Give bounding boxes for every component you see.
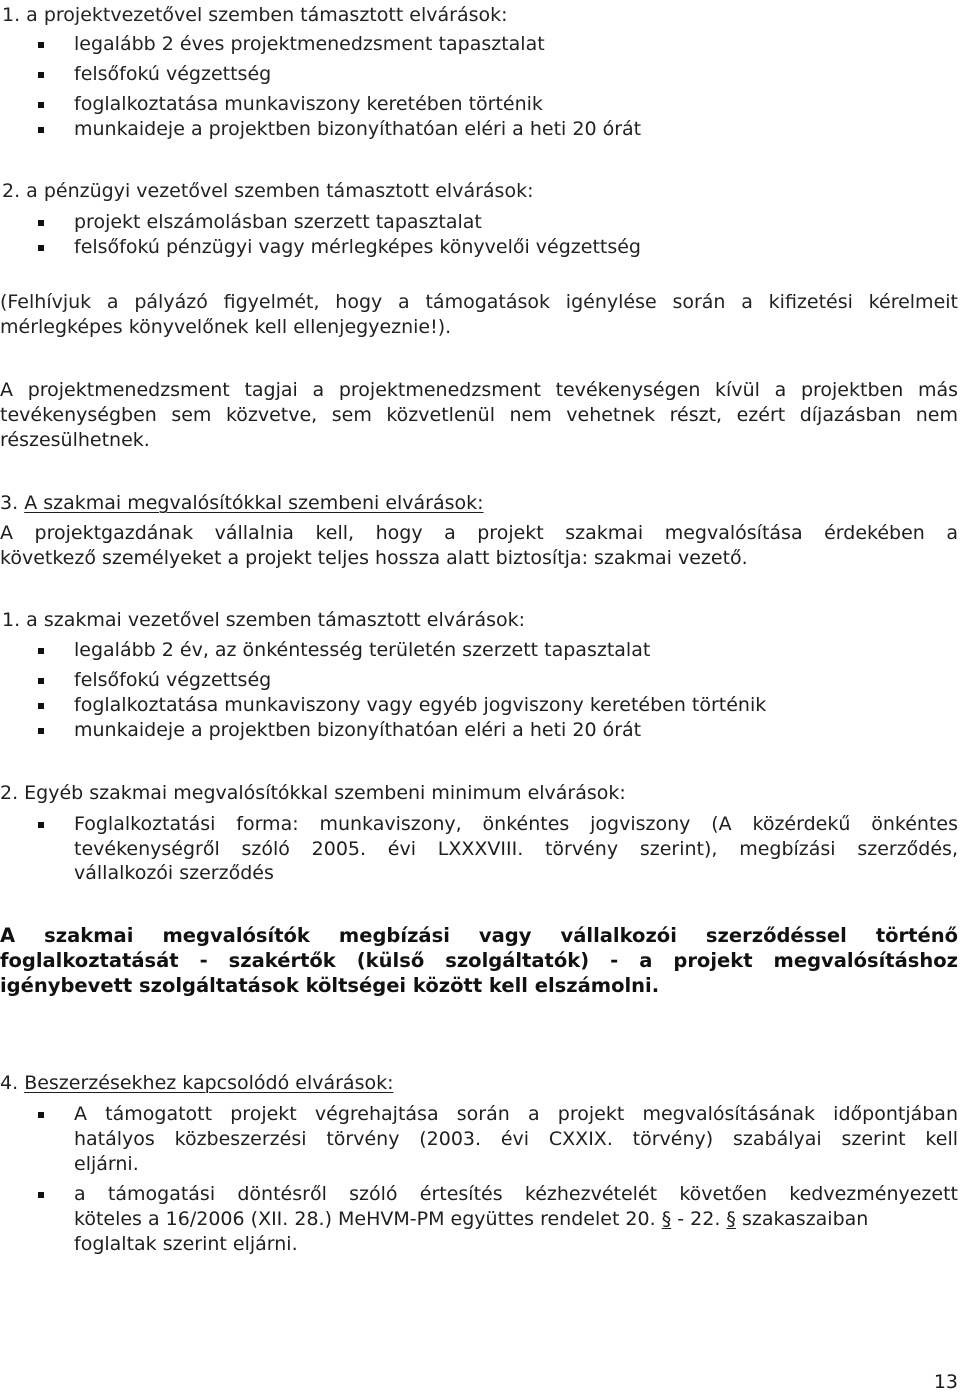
section4-heading (0, 1072, 394, 1094)
rule-reference-range: - 22. (677, 1208, 721, 1230)
section3-heading (0, 492, 484, 514)
bullet-icon (38, 1192, 44, 1198)
list-item: foglalkoztatása munkaviszony vagy egyéb jogviszony keretében történik (74, 694, 767, 716)
bold-paragraph-line: A szakmai megvalósítók megbízási vagy vállalkozói szerződéssel történő (0, 924, 958, 947)
list-item-line: tevékenységről szóló 2005. évi LXXXVIII. törvény szerint), megbízási szerződés, (74, 838, 958, 860)
section-sign: § (661, 1208, 672, 1230)
list-item: Foglalkoztatási forma: munkaviszony, önkéntes jogviszony (A közérdekű önkéntes (74, 813, 958, 835)
bullet-icon (38, 1112, 44, 1118)
list-item: felsőfokú pénzügyi vagy mérlegképes könyvelői végzettség (74, 236, 641, 258)
list-item: foglalkoztatása munkaviszony keretében történik (74, 93, 543, 115)
bullet-icon (38, 678, 44, 684)
bullet-icon (38, 102, 44, 108)
bullet-icon (38, 42, 44, 48)
list-item: munkaideje a projektben bizonyíthatóan eléri a heti 20 órát (74, 118, 642, 140)
page-number: 13 (933, 1371, 958, 1393)
list-item: felsőfokú végzettség (74, 63, 272, 85)
list-item-line: foglaltak szerint eljárni. (74, 1233, 298, 1255)
section4-title: Beszerzésekhez kapcsolódó elvárások: (24, 1072, 394, 1094)
list-item: munkaideje a projektben bizonyíthatóan eléri a heti 20 órát (74, 719, 642, 741)
list-item-line: eljárni. (74, 1153, 139, 1175)
paragraph-line: következő személyeket a projekt teljes hossza alatt biztosítja: szakmai vezető. (0, 547, 748, 569)
section3-title: A szakmai megvalósítókkal szembeni elvárások: (24, 492, 484, 514)
sub2-heading: 2. Egyéb szakmai megvalósítókkal szembeni minimum elvárások: (0, 782, 626, 804)
sub1-heading: 1. a szakmai vezetővel szemben támasztott elvárások: (2, 609, 526, 631)
rule-reference: köteles a 16/2006 (XII. 28.) MeHVM-PM együttes rendelet 20. (74, 1208, 656, 1230)
list-item: a támogatási döntésről szóló értesítés kézhezvételét követően kedvezményezett (74, 1183, 958, 1205)
bullet-icon (38, 703, 44, 709)
list-item: legalább 2 év, az önkéntesség területén szerzett tapasztalat (74, 639, 651, 661)
paragraph-line: részesülhetnek. (0, 429, 150, 451)
section-sign: § (726, 1208, 736, 1230)
bullet-icon (38, 220, 44, 226)
section1-heading: 1. a projektvezetővel szemben támasztott elvárások: (2, 4, 508, 26)
list-item: legalább 2 éves projektmenedzsment tapasztalat (74, 33, 545, 55)
bullet-icon (38, 648, 44, 654)
bullet-icon (38, 245, 44, 251)
note-line: mérlegképes könyvelőnek kell ellenjegyeznie!). (0, 316, 452, 338)
section3-number: 3. (0, 492, 19, 514)
list-item: felsőfokú végzettség (74, 669, 272, 691)
bullet-icon (38, 127, 44, 133)
section4-number: 4. (0, 1072, 19, 1094)
section2-heading: 2. a pénzügyi vezetővel szemben támasztott elvárások: (2, 180, 534, 202)
list-item: projekt elszámolásban szerzett tapasztalat (74, 211, 482, 233)
paragraph-line: A projektgazdának vállalnia kell, hogy a projekt szakmai megvalósítása érdekében a (0, 522, 958, 544)
list-item-line: vállalkozói szerződés (74, 862, 274, 884)
list-item: A támogatott projekt végrehajtása során a projekt megvalósításának időpontjában (74, 1103, 958, 1125)
note-line: (Felhívjuk a pályázó figyelmét, hogy a támogatások igénylése során a kifizetési kérelmeit (0, 291, 958, 313)
bullet-icon (38, 72, 44, 78)
bold-paragraph-line: foglalkoztatását - szakértők (külső szolgáltatók) - a projekt megvalósításhoz (0, 949, 958, 972)
paragraph-line: tevékenységben sem közvetve, sem közvetlenül nem vehetnek részt, ezért díjazásban nem (0, 404, 958, 426)
bullet-icon (38, 822, 44, 828)
list-item-line: hatályos közbeszerzési törvény (2003. évi CXXIX. törvény) szabályai szerint kell (74, 1128, 958, 1150)
list-item-line (74, 1208, 868, 1230)
bold-paragraph-line: igénybevett szolgáltatások költségei között kell elszámolni. (0, 974, 660, 997)
rule-reference-suffix: szakaszaiban (741, 1208, 869, 1230)
paragraph-line: A projektmenedzsment tagjai a projektmenedzsment tevékenységen kívül a projektben más (0, 379, 958, 401)
bullet-icon (38, 728, 44, 734)
